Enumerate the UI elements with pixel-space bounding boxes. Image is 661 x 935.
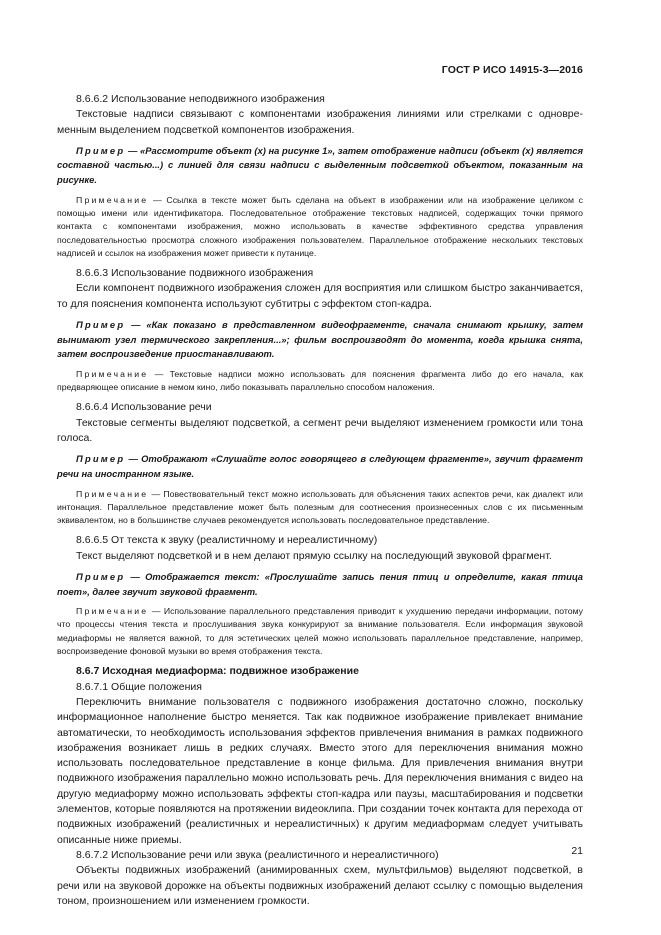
- document-code: ГОСТ Р ИСО 14915-3—2016: [441, 64, 583, 76]
- example-label: Пример: [76, 319, 126, 331]
- document-body: [57, 92, 583, 909]
- paragraph: Текстовые надписи связывают с компонентами изображения линиями или стрелками с одновременным выделением подсветкой компонентов изображения.: [57, 108, 583, 136]
- example-label: Пример: [76, 144, 126, 156]
- example-block: [57, 318, 583, 362]
- note-block: [57, 605, 583, 658]
- note-block: [57, 194, 583, 260]
- heading-8-6-7-1: 8.6.7.1 Общие положения: [76, 680, 202, 693]
- dash: —: [154, 368, 164, 379]
- note-block: [57, 488, 583, 528]
- page-number: 21: [571, 845, 583, 857]
- note-label: Примечание: [76, 606, 149, 617]
- dash: —: [130, 570, 140, 582]
- note-label: Примечание: [76, 194, 149, 205]
- example-block: [57, 570, 583, 599]
- example-text: «Как показано в представленном видеофрагменте, сначала снимают крышку, затем вынимают узел термического закрепления...»; фильм воспроизводят до момента, когда крышка снята, затем воспроизведение приостанавливают.: [57, 319, 584, 360]
- note-label: Примечание: [76, 488, 149, 499]
- note-block: [57, 368, 583, 395]
- note-text: Повествовательный текст можно использовать для объяснения таких аспектов речи, как диалект или интонация. Параллельное представление может быть полезным для соотнесения произнесенных слов с их письменным эквивалентом, но в большинстве случаев рекомендуется использовать последовательное представление.: [57, 488, 584, 526]
- example-label: Пример: [76, 570, 126, 582]
- example-block: [57, 144, 583, 188]
- dash: —: [127, 144, 138, 156]
- dash: —: [151, 488, 161, 499]
- dash: —: [128, 453, 138, 465]
- note-text: Текстовые надписи можно использовать для пояснения фрагмента либо до его начала, как предваряющее описание в немом кино, либо показывать параллельно способом наложения.: [57, 368, 584, 393]
- note-label: Примечание: [76, 368, 149, 379]
- heading-8-6-6-5: 8.6.6.5 От текста к звуку (реалистичному и нереалистичному): [76, 534, 378, 547]
- paragraph: Переключить внимание пользователя с подвижного изображения достаточно сложно, поскольку информационное наполнение быстро меняется. Так как подвижное изображение привлекает внимание автоматически, то необходимость использования эффектов привлечения внимания в рамках подвижного изображения возникает лишь в редких случаях. Вместо этого для переключения внимания можно использовать последовательное представление в конце фильма. Для привлечения внимания внутри подвижного изображения параллельно можно использовать речь. Для переключения внимания с видео на другую медиаформу можно использовать эффекты стоп-кадра или паузы, масштабирования и подсветки элементов, которые появляются на протяжении видеоклипа. При создании точек контакта для перехода от подвижных изображений (реалистичных и нереалистичных) к другим медиаформам следует учитывать описанные ниже приемы.: [57, 695, 583, 846]
- dash: —: [131, 319, 141, 331]
- example-text: Отображается текст: «Прослушайте запись пения птиц и определите, какая птица поет», далее звучит звуковой фрагмент.: [57, 570, 583, 597]
- paragraph: Текстовые сегменты выделяют подсветкой, а сегмент речи выделяют изменением громкости или тона голоса.: [57, 416, 583, 445]
- paragraph: Объекты подвижных изображений (анимированных схем, мультфильмов) выделяют подсветкой, в речи или на звуковой дорожке на объекты подвижных изображений делают ссылку с помощью выделения тоном, произношением или изменением громкости.: [57, 864, 583, 907]
- example-block: [57, 452, 583, 481]
- paragraph: Текст выделяют подсветкой и в нем делают прямую ссылку на последующий звуковой фрагмент.: [76, 549, 552, 562]
- heading-8-6-6-3: 8.6.6.3 Использование подвижного изображения: [76, 267, 314, 280]
- paragraph: Если компонент подвижного изображения сложен для восприятия или слишком быстро заканчивается, то для пояснения компонента используют субтитры с эффектом стоп-кадра.: [57, 282, 583, 310]
- note-text: Использование параллельного представления приводит к ухудшению передачи информации, потому что процессы чтения текста и прослушивания звука конкурируют за внимание пользователя. Если информация звуковой медиаформы не является важной, то для эстетических целей можно использовать параллельное представление, например, воспроизведение фоновой музыки во время отображения текста.: [57, 606, 584, 657]
- heading-8-6-6-2: 8.6.6.2 Использование неподвижного изображения: [76, 93, 325, 105]
- dash: —: [151, 606, 161, 617]
- example-text: Отображают «Слушайте голос говорящего в следующем фрагменте», звучит фрагмент речи на иностранном языке.: [57, 453, 583, 479]
- note-text: Ссылка в тексте может быть сделана на объект в изображении или на изображение целиком с помощью имени или идентификатора. Последовательное отображение текстовых надписей, содержащих точки прямого контакта с компонентами изображения, можно использовать в качестве эффективного средства управления последовательностью просмотра сложного изображения пользователем. Параллельное отображение нескольких текстовых надписей и ссылок на изображения может привести к путанице.: [57, 194, 583, 258]
- heading-8-6-7-2: 8.6.7.2 Использование речи или звука (реалистичного и нереалистичного): [76, 848, 439, 861]
- example-label: Пример: [76, 453, 126, 465]
- heading-8-6-7: 8.6.7 Исходная медиаформа: подвижное изображение: [76, 665, 359, 678]
- heading-8-6-6-4: 8.6.6.4 Использование речи: [76, 401, 212, 414]
- example-text: «Рассмотрите объект (х) на рисунке 1», затем отображение надписи (объект (х) является составной частью...) с линией для связи надписи с выделенным подсветкой объектом, показанным на рисунке.: [57, 144, 583, 186]
- dash: —: [153, 194, 162, 205]
